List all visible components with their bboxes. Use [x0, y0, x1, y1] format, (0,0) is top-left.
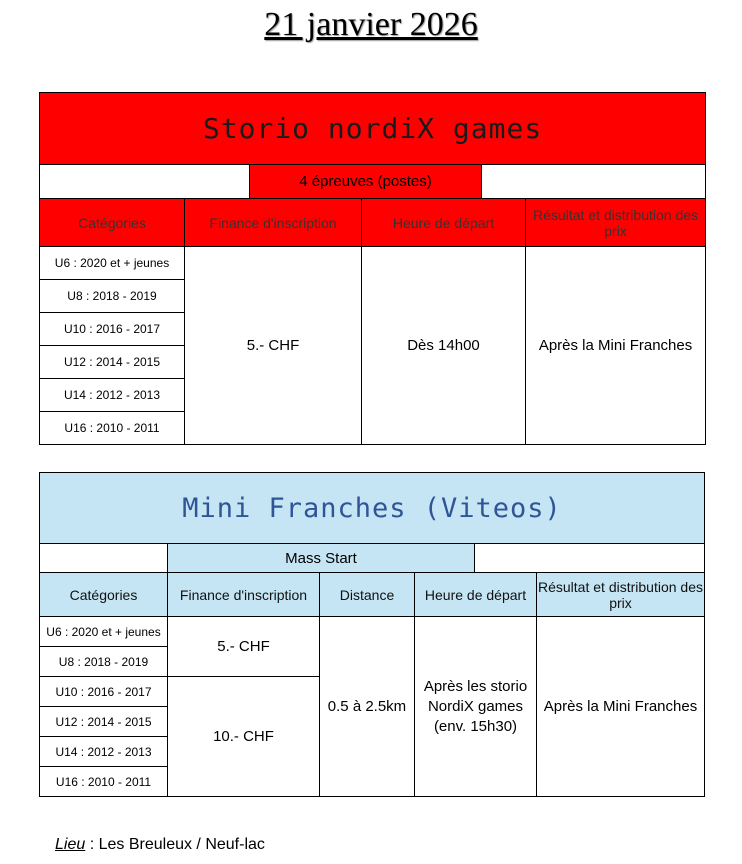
storio-category-cell: U16 : 2010 - 2011 — [40, 412, 185, 445]
mini-title: Mini Franches (Viteos) — [40, 473, 705, 544]
storio-category-cell: U10 : 2016 - 2017 — [40, 313, 185, 346]
mini-category-cell: U6 : 2020 et + jeunes — [40, 617, 168, 647]
storio-header-finance: Finance d'inscription — [185, 199, 362, 247]
storio-depart: Dès 14h00 — [362, 247, 526, 445]
mini-header-finance: Finance d'inscription — [168, 573, 320, 617]
mini-finance-old: 10.- CHF — [168, 677, 320, 797]
mini-subtitle-spacer-right — [475, 544, 705, 573]
storio-subtitle: 4 épreuves (postes) — [250, 165, 482, 199]
mini-category-cell: U10 : 2016 - 2017 — [40, 677, 168, 707]
mini-header-depart: Heure de départ — [415, 573, 537, 617]
mini-resultat: Après la Mini Franches — [537, 617, 705, 797]
mini-header-distance: Distance — [320, 573, 415, 617]
mini-header-resultat: Résultat et distribution des prix — [537, 573, 705, 617]
mini-category-cell: U12 : 2014 - 2015 — [40, 707, 168, 737]
storio-title: Storio nordiX games — [40, 93, 706, 165]
storio-finance: 5.- CHF — [185, 247, 362, 445]
storio-table — [39, 92, 706, 445]
lieu-colon: : — [85, 836, 99, 853]
mini-subtitle: Mass Start — [168, 544, 475, 573]
storio-header-depart: Heure de départ — [362, 199, 526, 247]
mini-distance: 0.5 à 2.5km — [320, 617, 415, 797]
storio-subtitle-spacer-left — [40, 165, 250, 199]
mini-depart: Après les storio NordiX games (env. 15h30) — [415, 617, 537, 797]
lieu-value: Les Breuleux / Neuf-lac — [98, 836, 265, 853]
storio-category-cell: U6 : 2020 et + jeunes — [40, 247, 185, 280]
storio-header-resultat: Résultat et distribution des prix — [526, 199, 706, 247]
mini-header-categories: Catégories — [40, 573, 168, 617]
mini-category-cell: U8 : 2018 - 2019 — [40, 647, 168, 677]
document-date: 21 janvier 2026 — [264, 6, 478, 43]
storio-resultat: Après la Mini Franches — [526, 247, 706, 445]
lieu-line — [55, 836, 265, 854]
storio-category-cell: U14 : 2012 - 2013 — [40, 379, 185, 412]
storio-category-cell: U8 : 2018 - 2019 — [40, 280, 185, 313]
storio-header-categories: Catégories — [40, 199, 185, 247]
mini-category-cell: U16 : 2010 - 2011 — [40, 767, 168, 797]
lieu-label: Lieu — [55, 836, 86, 853]
mini-subtitle-spacer-left — [40, 544, 168, 573]
mini-finance-young: 5.- CHF — [168, 617, 320, 677]
storio-category-cell: U12 : 2014 - 2015 — [40, 346, 185, 379]
storio-subtitle-spacer-right — [482, 165, 706, 199]
mini-category-cell: U14 : 2012 - 2013 — [40, 737, 168, 767]
mini-franches-table — [39, 472, 705, 797]
